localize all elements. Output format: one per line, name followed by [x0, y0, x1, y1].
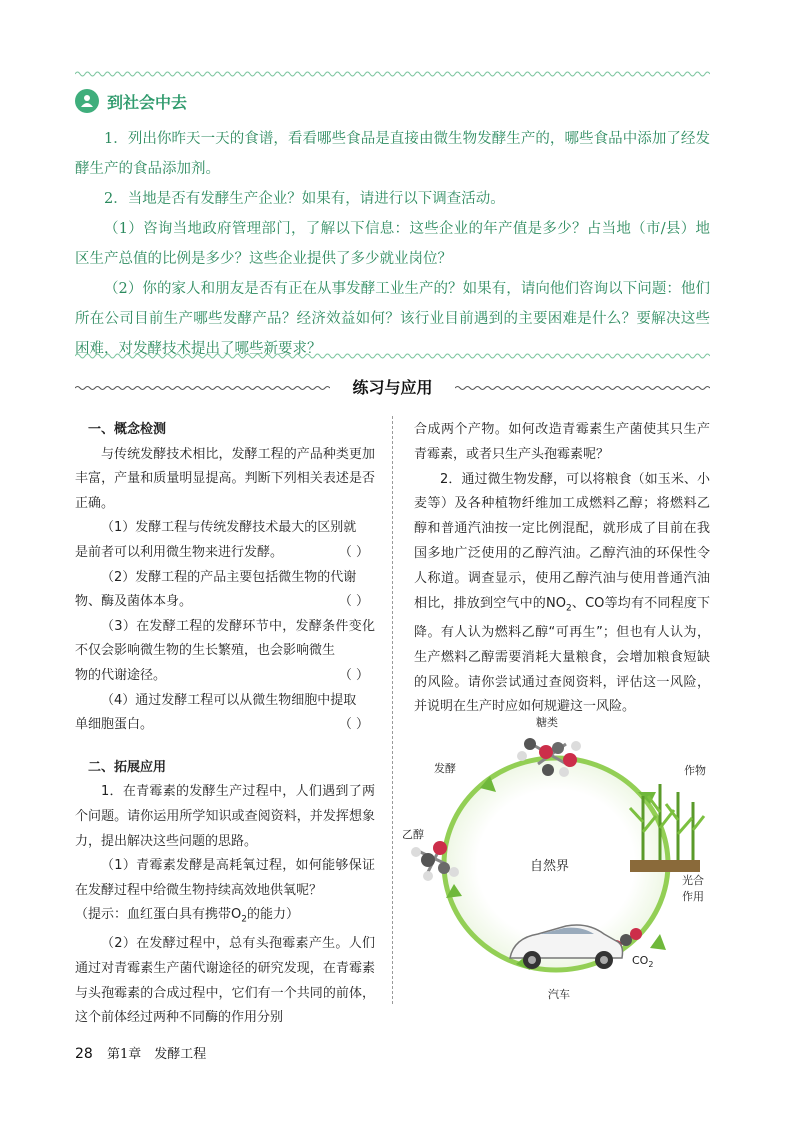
answer-blank[interactable]: （ ）: [338, 717, 369, 733]
society-item: 1．列出你昨天一天的食谱，看看哪些食品是直接由微生物发酵生产的，哪些食品中添加了经发酵生产的食品添加剂。: [75, 131, 710, 177]
society-item: （2）你的家人和朋友是否有正在从事发酵工业生产的？如果有，请向他们咨询以下问题：他们所在公司目前生产哪些发酵产品？经济效益如何？该行业目前遇到的主要困难是什么？要解决这些困难，对发酵技术提出了哪些新要求？: [75, 281, 710, 357]
section-top-border: [75, 70, 710, 78]
question-1-hint: （提示：血红蛋白具有携带$O_2$的能力）: [75, 907, 299, 925]
part1-intro: 与传统发酵技术相比，发酵工程的产品种类更加丰富，产量和质量明显提高。判断下列相关表述是否正确。: [75, 446, 375, 511]
arrow-icon: [650, 934, 666, 950]
answer-blank[interactable]: （ ）: [338, 667, 369, 683]
cycle-diagram: [398, 712, 716, 1012]
question-2: 2．通过微生物发酵，可以将粮食（如玉米、小麦等）及各种植物纤维加工成燃料乙醇；将燃料乙醇和普通汽油按一定比例混配，就形成了目前在我国多地广泛使用的乙醇汽油。乙醇汽油的环保性令人称道。调查显示，使用乙醇汽油与使用普通汽油相比，排放到空气中的$NO_2$、CO等均有不同程度下降。有人认为燃料乙醇“可再生”；但也有人认为，生产燃料乙醇需要消耗大量粮食，会增加粮食短缺的风险。请你尝试通过查阅资料，评估这一风险，并说明在生产时应如何规避这一风险。: [414, 471, 710, 715]
judge-item-4: [75, 713, 375, 738]
label-ethanol: 乙醇: [402, 828, 424, 841]
question-1-2: （2）在发酵过程中，总有头孢霉素产生。人们通过对青霉素生产菌代谢途径的研究发现，在青霉素与头孢霉素的合成过程中，它们有一个共同的前体，这个前体经过两种不同酶的作用分别: [75, 936, 375, 1026]
judge-item-3b: 物的代谢途径。: [75, 667, 167, 683]
judge-item-3a: （3）在发酵工程的发酵环节中，发酵条件变化不仅会影响微生物的生长繁殖，也会影响微生: [75, 618, 375, 659]
chapter-label: 第1章 发酵工程: [106, 1047, 207, 1062]
judge-item-3: [75, 664, 375, 689]
section-bottom-border: [75, 352, 710, 360]
practice-header: [75, 376, 710, 400]
label-crop: 作物: [684, 764, 706, 777]
answer-blank[interactable]: （ ）: [338, 594, 369, 610]
judge-item-2: [75, 590, 375, 615]
section-title: 到社会中去: [107, 92, 188, 112]
judge-item-2a: （2）发酵工程的产品主要包括微生物的代谢: [101, 569, 357, 585]
label-photosynthesis-b: 作用: [682, 890, 704, 903]
question-1-2-cont: 合成两个产物。如何改造青霉素生产菌使其只生产青霉素，或者只生产头孢霉素呢？: [414, 422, 710, 462]
column-divider: [392, 416, 393, 1004]
society-item: （1）咨询当地政府管理部门，了解以下信息：这些企业的年产值是多少？占当地（市/县）地区生产总值的比例是多少？这些企业提供了多少就业岗位？: [75, 221, 710, 267]
label-car: 汽车: [548, 988, 570, 1001]
left-column: [75, 418, 375, 1031]
judge-item-4a: （4）通过发酵工程可以从微生物细胞中提取: [101, 692, 357, 708]
page-footer: [75, 1043, 206, 1062]
part2-heading: 二、拓展应用: [88, 759, 167, 775]
answer-blank[interactable]: （ ）: [338, 544, 369, 560]
question-1: 1．在青霉素的发酵生产过程中，人们遇到了两个问题。请你运用所学知识或查阅资料，并发挥想象力，提出解决这些问题的思路。: [75, 784, 375, 849]
page-number: 28: [75, 1046, 93, 1062]
judge-item-1: [75, 541, 375, 566]
right-column: [414, 418, 710, 720]
label-sugar: 糖类: [536, 716, 558, 729]
society-content: [75, 124, 710, 364]
section-header: [75, 88, 187, 114]
label-photosynthesis-a: 光合: [682, 874, 704, 887]
label-co2: $CO_2$: [632, 954, 654, 969]
society-icon: [75, 89, 99, 113]
judge-item-1a: （1）发酵工程与传统发酵技术最大的区别就: [101, 520, 357, 536]
label-fermentation: 发酵: [434, 762, 456, 775]
label-nature: 自然界: [530, 859, 570, 874]
judge-item-2b: 物、酶及菌体本身。: [75, 594, 193, 610]
practice-title: 练习与应用: [352, 378, 433, 397]
header-wave-right: [455, 384, 710, 392]
judge-item-4b: 单细胞蛋白。: [75, 717, 154, 733]
society-item: 2．当地是否有发酵生产企业？如果有，请进行以下调查活动。: [104, 191, 505, 207]
question-1-1: （1）青霉素发酵是高耗氧过程，如何能够保证在发酵过程中给微生物持续高效地供氧呢？: [75, 858, 375, 898]
part1-heading: 一、概念检测: [88, 422, 167, 437]
judge-item-1b: 是前者可以利用微生物来进行发酵。: [75, 544, 284, 560]
